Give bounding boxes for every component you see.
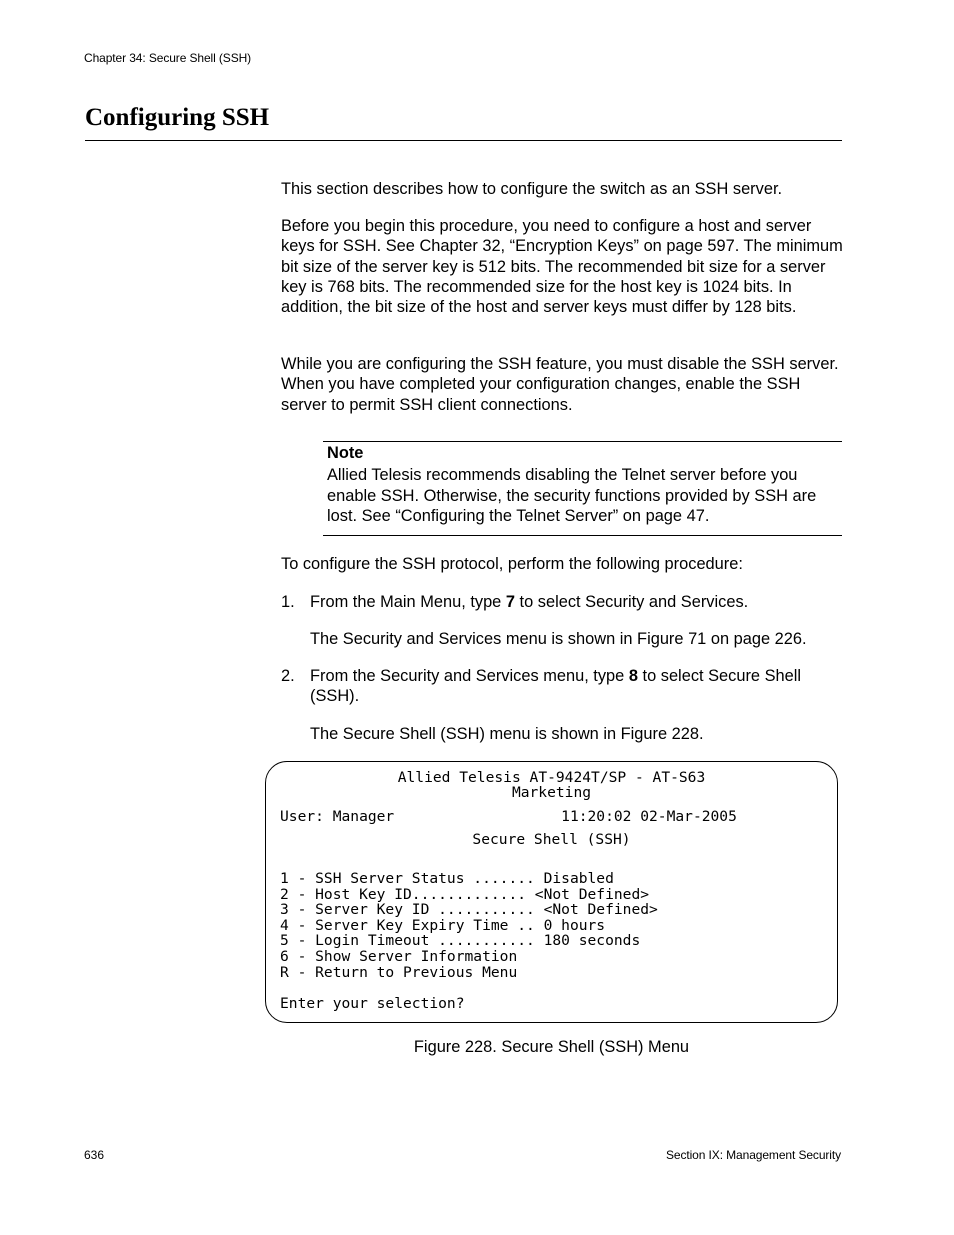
screen-menu-title: Secure Shell (SSH) [472,831,631,848]
disable-server-paragraph: While you are configuring the SSH feature, you must disable the SSH server. When you have completed your configuration changes, enable the SSH server to permit SSH client connections. [281,355,839,414]
menu-item-server-key: 3 - Server Key ID ........... <Not Defined> [280,901,658,918]
menu-item-host-key: 2 - Host Key ID............. <Not Defined> [280,886,650,903]
section-title: Configuring SSH [85,104,270,131]
step-number: 2. [281,667,295,685]
screen-prompt: Enter your selection? [280,995,465,1012]
step-text-before: From the Main Menu, type [310,593,506,611]
note-title: Note [327,444,364,462]
figure-caption: Figure 228. Secure Shell (SSH) Menu [413,1038,690,1056]
step-text [310,666,840,707]
step-number: 1. [281,593,295,611]
step-text-before: From the Security and Services menu, type [310,667,629,685]
prerequisite-paragraph: Before you begin this procedure, you need to configure a host and server keys for SSH. See Chapter 32, “Encryption Keys” on page 597. The minimum bit size of the server key is 512 bits. The recommended bit size for a server key is 768 bits. The recommended size for the host key is 1024 bits. In addition, the bit size of the host and server keys must differ by 128 bits. [281,217,843,317]
title-rule [85,140,842,141]
step-key: 7 [505,593,515,611]
menu-item-login-timeout: 5 - Login Timeout ........... 180 seconds [280,932,641,949]
step-2-result: The Secure Shell (SSH) menu is shown in Figure 228. [310,725,704,743]
intro-paragraph: This section describes how to configure the switch as an SSH server. [281,180,783,198]
step-text [310,592,840,612]
step-1-result: The Security and Services menu is shown in Figure 71 on page 226. [310,630,807,648]
menu-item-key-expiry: 4 - Server Key Expiry Time .. 0 hours [280,917,606,934]
note-text: Allied Telesis recommends disabling the Telnet server before you enable SSH. Otherwise, the security functions provided by SSH are lost. See “Configuring the Telnet Server” on page 47. [327,466,817,526]
screen-location: Marketing [511,784,592,801]
step-text-after: to select Security and Services. [514,593,749,611]
procedure-intro: To configure the SSH protocol, perform the following procedure: [281,555,743,573]
page-number: 636 [84,1148,105,1162]
note-box [323,441,842,536]
screen-device: Allied Telesis AT-9424T/SP - AT-S63 [397,769,706,786]
running-header: Chapter 34: Secure Shell (SSH) [84,51,252,65]
step-text-after: to select Secure Shell (SSH). [310,667,802,706]
terminal-screen [265,761,838,1023]
step-key: 8 [628,667,638,685]
running-footer: Section IX: Management Security [666,1148,841,1162]
screen-user-line: User: Manager 11:20:02 02-Mar-2005 [280,808,737,825]
menu-item-return: R - Return to Previous Menu [280,964,518,981]
menu-item-server-status: 1 - SSH Server Status ....... Disabled [280,870,614,887]
menu-item-show-info: 6 - Show Server Information [280,948,518,965]
